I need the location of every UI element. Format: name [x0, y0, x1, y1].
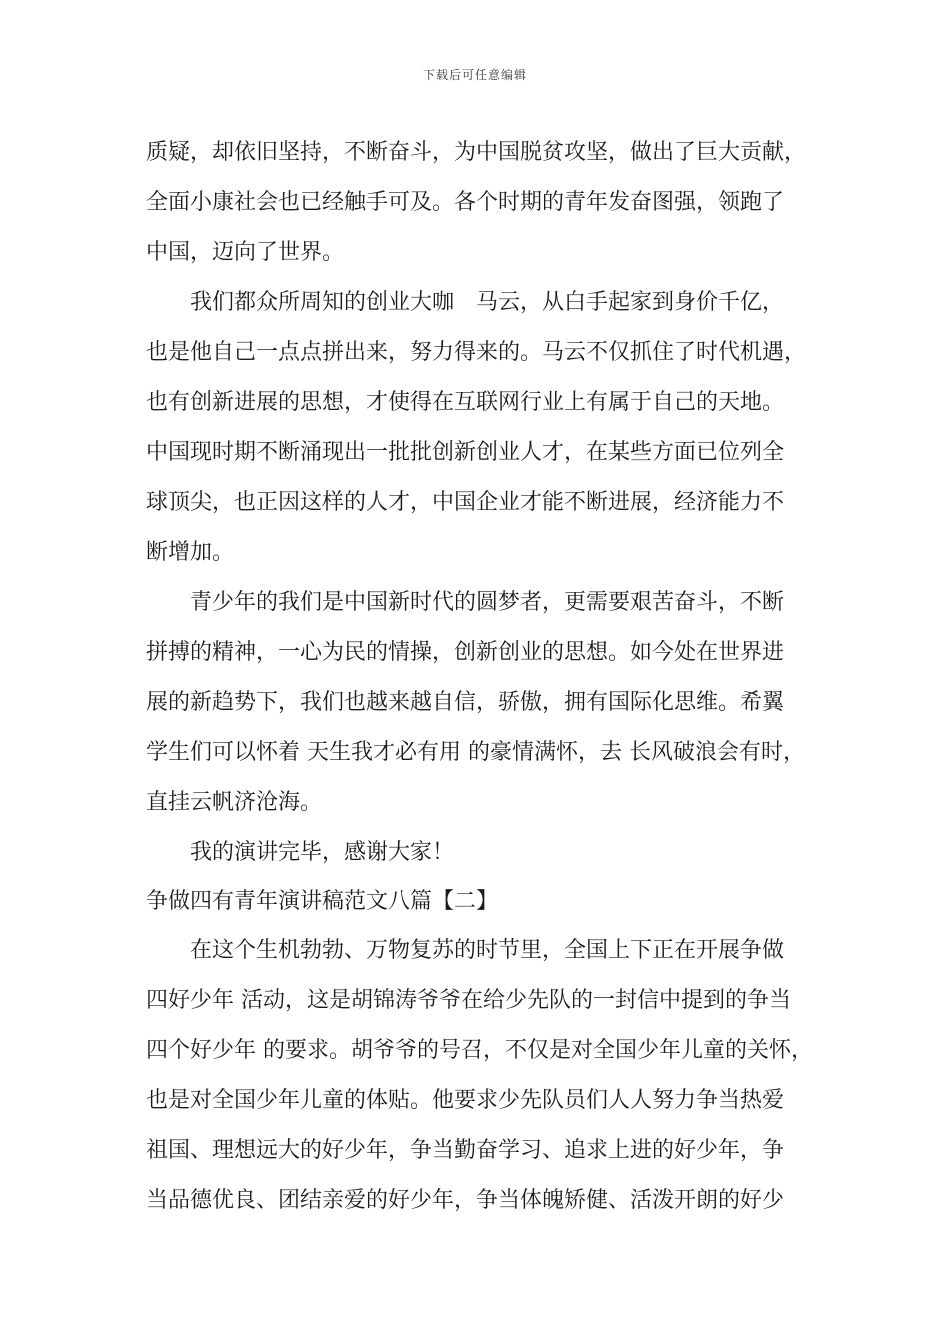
text-line: 我们都众所周知的创业大咖 马云，从白手起家到身价千亿，	[190, 290, 785, 315]
text-line: 当品德优良、团结亲爱的好少年，争当体魄矫健、活泼开朗的好少	[146, 1188, 785, 1213]
text-line: 青少年的我们是中国新时代的圆梦者，更需要艰苦奋斗，不断	[190, 590, 785, 615]
text-line: 全面小康社会也已经触手可及。各个时期的青年发奋图强，领跑了	[146, 190, 785, 215]
text-line: 四好少年 活动，这是胡锦涛爷爷在给少先队的一封信中提到的争当	[146, 988, 791, 1013]
text-line: 也是对全国少年儿童的体贴。他要求少先队员们人人努力争当热爱	[146, 1088, 785, 1113]
text-line: 中国，迈向了世界。	[146, 240, 345, 265]
text-line: 球顶尖，也正因这样的人才，中国企业才能不断进展，经济能力不	[146, 490, 785, 515]
text-line: 断增加。	[146, 540, 235, 565]
text-line: 四个好少年 的要求。胡爷爷的号召，不仅是对全国少年儿童的关怀，	[146, 1038, 813, 1063]
text-line: 祖国、理想远大的好少年，争当勤奋学习、追求上进的好少年，争	[146, 1138, 785, 1163]
text-line: 也是他自己一点点拼出来，努力得来的。马云不仅抓住了时代机遇，	[146, 340, 807, 365]
text-line: 中国现时期不断涌现出一批批创新创业人才，在某些方面已位列全	[146, 440, 785, 465]
text-line: 质疑，却依旧坚持，不断奋斗，为中国脱贫攻坚，做出了巨大贡献，	[146, 140, 807, 165]
section-heading: 争做四有青年演讲稿范文八篇【二】	[146, 889, 499, 914]
text-line: 也有创新进展的思想，才使得在互联网行业上有属于自己的天地。	[146, 390, 785, 415]
text-line: 拼搏的精神，一心为民的情操，创新创业的思想。如今处在世界进	[146, 640, 785, 665]
page-header: 下载后可任意编辑	[422, 68, 527, 82]
text-line: 直挂云帆济沧海。	[146, 790, 323, 815]
text-line: 在这个生机勃勃、万物复苏的时节里，全国上下正在开展争做	[190, 938, 785, 963]
document-body	[146, 128, 826, 1226]
text-line: 学生们可以怀着 天生我才必有用 的豪情满怀，去 长风破浪会有时，	[146, 740, 805, 765]
text-line: 展的新趋势下，我们也越来越自信，骄傲，拥有国际化思维。希翼	[146, 690, 785, 715]
text-line: 我的演讲完毕，感谢大家！	[190, 840, 455, 865]
